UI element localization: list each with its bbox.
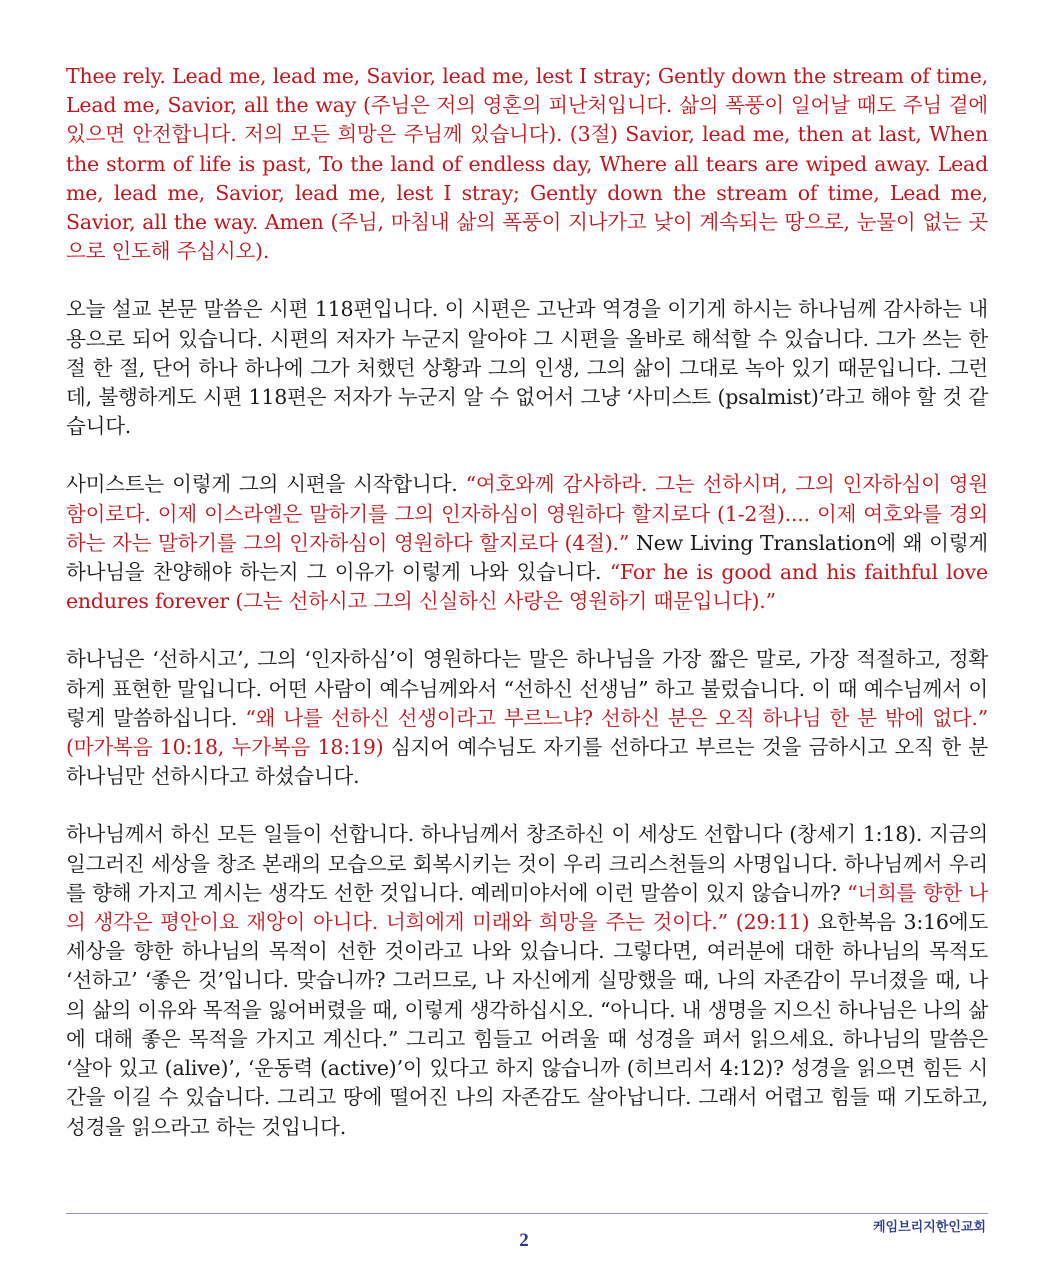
sermon-intro-text: 오늘 설교 본문 말씀은 시편 118편입니다. 이 시편은 고난과 역경을 이기게 하시는 하나님께 감사하는 내용으로 되어 있습니다. 시편의 저자가 누군지 알아야 그 시편을 올바로 해석할 수 있습니다. 그가 쓰는 한 절 한 절, 단어 하나 하나에 그가 처했던 상황과 그의 인생, 그의 삶이 그대로 녹아 있기 때문입니다. 그런데, 불행하게도 시편 118편은 저자가 누군지 알 수 없어서 그냥 ‘사미스트 (psalmist)’라고 해야 할 것 같습니다. [66, 297, 988, 439]
document-body [66, 62, 988, 1171]
paragraph-sermon-intro [66, 295, 988, 441]
scripture-quote: “여호와께 감사하라. 그는 선하시며, 그의 인자하심이 영원함이로다. 이제 이스라엘은 말하기를 그의 인자하심이 영원하다 할지로다 (1-2절).... 이제 여호와를 경외하는 자는 말하기를 그의 인자하심이 영원하다 할지로다 (4절).” [66, 472, 988, 555]
footer-divider [66, 1213, 988, 1214]
footer-church-name: 케임브리지한인교회 [872, 1220, 986, 1235]
scripture-quote: “For he is good and his faithful love endures forever (그는 선하시고 그의 신실하신 사랑은 영원하기 때문입니다).” [66, 560, 988, 614]
hymn-lyrics-text: Thee rely. Lead me, lead me, Savior, lead me, lest I stray; Gently down the stream of time, Lead me, Savior, all the way (주님은 저의 영혼의 피난처입니다. 삶의 폭풍이 일어날 때도 주님 곁에 있으면 안전합니다. 저의 모든 희망은 주님께 있습니다). (3절) Savior, lead me, then at last, When the storm of life is past, To the land of endless day, Where all tears are wiped away. Lead me, lead me, Savior, lead me, lest I stray; Gently down the stream of time, Lead me, Savior, all the way. Amen (주님, 마침내 삶의 폭풍이 지나가고 낮이 계속되는 땅으로, 눈물이 없는 곳으로 인도해 주십시오). [66, 64, 988, 264]
body-text: 요한복음 3:16에도 세상을 향한 하나님의 목적이 선한 것이라고 나와 있습니다. 그렇다면, 여러분에 대한 하나님의 목적도 ‘선하고’ ‘좋은 것’입니다. 맞습니까? 그러므로, 나 자신에게 실망했을 때, 나의 자존감이 무너졌을 때, 나의 삶의 이유와 목적을 잃어버렸을 때, 이렇게 생각하십시오. “아니다. 내 생명을 지으신 하나님은 나의 삶에 대해 좋은 목적을 가지고 계신다.” 그리고 힘들고 어려울 때 성경을 펴서 읽으세요. 하나님의 말씀은 ‘살아 있고 (alive)’, ‘운동력 (active)’이 있다고 하지 않습니까 (히브리서 4:12)? 성경을 읽으면 힘든 시간을 이길 수 있습니다. 그리고 땅에 떨어진 나의 자존감도 살아납니다. 그래서 어렵고 힘들 때 기도하고, 성경을 읽으라고 하는 것입니다. [66, 910, 988, 1139]
body-text: 심지어 예수님도 자기를 선하다고 부르는 것을 금하시고 오직 한 분 하나님만 선하시다고 하셨습니다. [66, 735, 988, 789]
paragraph-god-is-good [66, 645, 988, 791]
body-text: 사미스트는 이렇게 그의 시편을 시작합니다. [66, 472, 466, 497]
body-text: 하나님은 ‘선하시고’, 그의 ‘인자하심’이 영원하다는 말은 하나님을 가장 짧은 말로, 가장 적절하고, 정확하게 표현한 말입니다. 어떤 사람이 예수님께와서 “선하신 선생님” 하고 불렀습니다. 이 때 예수님께서 이렇게 말씀하십니다. [66, 647, 988, 730]
page-number: 2 [519, 1230, 529, 1251]
paragraph-hymn-lyrics [66, 62, 988, 266]
scripture-quote: “너희를 향한 나의 생각은 평안이요 재앙이 아니다. 너희에게 미래와 희망을 주는 것이다.” (29:11) [66, 880, 988, 935]
scripture-quote: “왜 나를 선하신 선생이라고 부르느냐? 선하신 분은 오직 하나님 한 분 밖에 없다.” (마가복음 10:18, 누가복음 18:19) [66, 705, 988, 760]
body-text: New Living Translation에 왜 이렇게 하나님을 찬양해야 하는지 그 이유가 이렇게 나와 있습니다. [66, 530, 988, 585]
paragraph-gods-purpose [66, 820, 988, 1141]
paragraph-psalmist [66, 470, 988, 616]
body-text: 하나님께서 하신 모든 일들이 선합니다. 하나님께서 창조하신 이 세상도 선합니다 (창세기 1:18). 지금의 일그러진 세상을 창조 본래의 모습으로 회복시키는 것이 우리 크리스천들의 사명입니다. 하나님께서 우리를 향해 가지고 계시는 생각도 선한 것입니다. 예레미야서에 이런 말씀이 있지 않습니까? [66, 822, 988, 905]
